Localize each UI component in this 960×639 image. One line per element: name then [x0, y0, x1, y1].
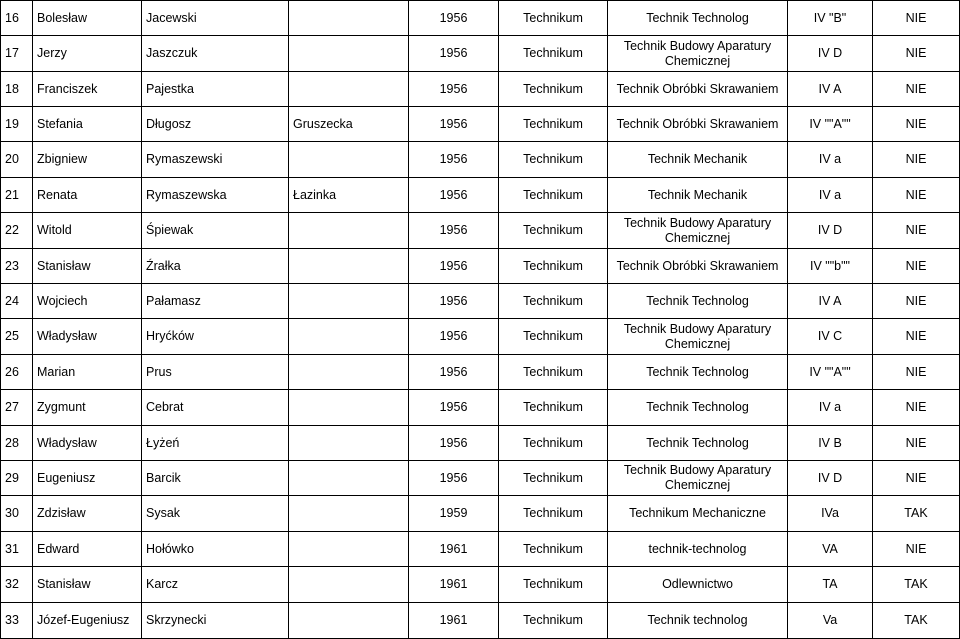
- second-surname-cell: [289, 249, 409, 284]
- school-type-cell: Technikum: [499, 496, 608, 532]
- second-surname-cell: [289, 567, 409, 603]
- graduation-year-cell: 1956: [409, 107, 499, 142]
- school-type-cell: Technikum: [499, 390, 608, 426]
- specialization-cell: Technik technolog: [608, 603, 788, 639]
- second-surname-cell: [289, 603, 409, 639]
- second-surname-cell: [289, 496, 409, 532]
- table-row: [1, 284, 960, 319]
- last-name-cell: Źrałka: [142, 249, 289, 284]
- row-number-cell: 28: [1, 426, 33, 461]
- first-name-cell: Bolesław: [33, 1, 142, 36]
- class-cell: IV "B": [788, 1, 873, 36]
- last-name-cell: Karcz: [142, 567, 289, 603]
- second-surname-cell: [289, 355, 409, 390]
- specialization-cell: Technik Budowy Aparatury Chemicznej: [608, 213, 788, 249]
- table-row: [1, 390, 960, 426]
- last-name-cell: Prus: [142, 355, 289, 390]
- table-row: [1, 496, 960, 532]
- status-cell: NIE: [873, 426, 960, 461]
- row-number-cell: 26: [1, 355, 33, 390]
- row-number-cell: 21: [1, 178, 33, 213]
- graduation-year-cell: 1961: [409, 567, 499, 603]
- first-name-cell: Zygmunt: [33, 390, 142, 426]
- first-name-cell: Stanisław: [33, 249, 142, 284]
- last-name-cell: Barcik: [142, 461, 289, 496]
- status-cell: NIE: [873, 461, 960, 496]
- specialization-cell: Technik Technolog: [608, 1, 788, 36]
- row-number-cell: 23: [1, 249, 33, 284]
- specialization-cell: Technik Technolog: [608, 284, 788, 319]
- table-row: [1, 107, 960, 142]
- row-number-cell: 24: [1, 284, 33, 319]
- last-name-cell: Łyżeń: [142, 426, 289, 461]
- school-type-cell: Technikum: [499, 426, 608, 461]
- row-number-cell: 22: [1, 213, 33, 249]
- status-cell: TAK: [873, 603, 960, 639]
- specialization-cell: Technik Budowy Aparatury Chemicznej: [608, 319, 788, 355]
- school-type-cell: Technikum: [499, 72, 608, 107]
- graduation-year-cell: 1956: [409, 355, 499, 390]
- school-type-cell: Technikum: [499, 107, 608, 142]
- table-row: [1, 178, 960, 213]
- last-name-cell: Rymaszewska: [142, 178, 289, 213]
- first-name-cell: Zbigniew: [33, 142, 142, 178]
- graduation-year-cell: 1961: [409, 603, 499, 639]
- last-name-cell: Sysak: [142, 496, 289, 532]
- last-name-cell: Rymaszewski: [142, 142, 289, 178]
- specialization-cell: Technik Mechanik: [608, 142, 788, 178]
- graduation-year-cell: 1956: [409, 390, 499, 426]
- class-cell: IV a: [788, 390, 873, 426]
- first-name-cell: Władysław: [33, 319, 142, 355]
- graduation-year-cell: 1956: [409, 36, 499, 72]
- school-type-cell: Technikum: [499, 603, 608, 639]
- school-type-cell: Technikum: [499, 319, 608, 355]
- class-cell: TA: [788, 567, 873, 603]
- last-name-cell: Hołówko: [142, 532, 289, 567]
- specialization-cell: Technik Technolog: [608, 426, 788, 461]
- table-row: [1, 36, 960, 72]
- row-number-cell: 16: [1, 1, 33, 36]
- specialization-cell: technik-technolog: [608, 532, 788, 567]
- status-cell: NIE: [873, 1, 960, 36]
- status-cell: NIE: [873, 107, 960, 142]
- school-type-cell: Technikum: [499, 36, 608, 72]
- first-name-cell: Władysław: [33, 426, 142, 461]
- school-type-cell: Technikum: [499, 142, 608, 178]
- last-name-cell: Cebrat: [142, 390, 289, 426]
- status-cell: NIE: [873, 142, 960, 178]
- last-name-cell: Hryćków: [142, 319, 289, 355]
- specialization-cell: Technik Obróbki Skrawaniem: [608, 107, 788, 142]
- graduation-year-cell: 1956: [409, 426, 499, 461]
- first-name-cell: Eugeniusz: [33, 461, 142, 496]
- second-surname-cell: Gruszecka: [289, 107, 409, 142]
- first-name-cell: Renata: [33, 178, 142, 213]
- first-name-cell: Witold: [33, 213, 142, 249]
- last-name-cell: Jaszczuk: [142, 36, 289, 72]
- second-surname-cell: [289, 72, 409, 107]
- status-cell: NIE: [873, 355, 960, 390]
- row-number-cell: 32: [1, 567, 33, 603]
- first-name-cell: Jerzy: [33, 36, 142, 72]
- status-cell: NIE: [873, 36, 960, 72]
- class-cell: VA: [788, 532, 873, 567]
- school-type-cell: Technikum: [499, 284, 608, 319]
- graduation-year-cell: 1956: [409, 178, 499, 213]
- row-number-cell: 25: [1, 319, 33, 355]
- table-row: [1, 426, 960, 461]
- last-name-cell: Pajestka: [142, 72, 289, 107]
- second-surname-cell: [289, 532, 409, 567]
- specialization-cell: Technik Obróbki Skrawaniem: [608, 249, 788, 284]
- first-name-cell: Marian: [33, 355, 142, 390]
- specialization-cell: Technikum Mechaniczne: [608, 496, 788, 532]
- graduation-year-cell: 1956: [409, 142, 499, 178]
- second-surname-cell: [289, 1, 409, 36]
- school-type-cell: Technikum: [499, 567, 608, 603]
- class-cell: IV A: [788, 72, 873, 107]
- graduation-year-cell: 1956: [409, 1, 499, 36]
- status-cell: NIE: [873, 249, 960, 284]
- status-cell: NIE: [873, 213, 960, 249]
- specialization-cell: Technik Obróbki Skrawaniem: [608, 72, 788, 107]
- row-number-cell: 20: [1, 142, 33, 178]
- class-cell: IV a: [788, 178, 873, 213]
- class-cell: IV B: [788, 426, 873, 461]
- last-name-cell: Długosz: [142, 107, 289, 142]
- graduation-year-cell: 1956: [409, 72, 499, 107]
- school-type-cell: Technikum: [499, 249, 608, 284]
- status-cell: NIE: [873, 532, 960, 567]
- specialization-cell: Technik Budowy Aparatury Chemicznej: [608, 461, 788, 496]
- second-surname-cell: [289, 142, 409, 178]
- first-name-cell: Franciszek: [33, 72, 142, 107]
- school-type-cell: Technikum: [499, 355, 608, 390]
- first-name-cell: Stefania: [33, 107, 142, 142]
- class-cell: Va: [788, 603, 873, 639]
- first-name-cell: Zdzisław: [33, 496, 142, 532]
- table-row: [1, 72, 960, 107]
- class-cell: IV A: [788, 284, 873, 319]
- row-number-cell: 29: [1, 461, 33, 496]
- second-surname-cell: [289, 36, 409, 72]
- class-cell: IV C: [788, 319, 873, 355]
- class-cell: IV a: [788, 142, 873, 178]
- graduation-year-cell: 1956: [409, 213, 499, 249]
- last-name-cell: Skrzynecki: [142, 603, 289, 639]
- class-cell: IV D: [788, 461, 873, 496]
- row-number-cell: 33: [1, 603, 33, 639]
- school-type-cell: Technikum: [499, 1, 608, 36]
- table-row: [1, 461, 960, 496]
- specialization-cell: Technik Budowy Aparatury Chemicznej: [608, 36, 788, 72]
- row-number-cell: 30: [1, 496, 33, 532]
- table-row: [1, 319, 960, 355]
- second-surname-cell: Łazinka: [289, 178, 409, 213]
- graduation-year-cell: 1956: [409, 319, 499, 355]
- table-row: [1, 567, 960, 603]
- class-cell: IV D: [788, 36, 873, 72]
- table-row: [1, 603, 960, 639]
- table-row: [1, 213, 960, 249]
- row-number-cell: 27: [1, 390, 33, 426]
- graduation-year-cell: 1956: [409, 249, 499, 284]
- specialization-cell: Odlewnictwo: [608, 567, 788, 603]
- last-name-cell: Pałamasz: [142, 284, 289, 319]
- graduation-year-cell: 1956: [409, 461, 499, 496]
- status-cell: TAK: [873, 496, 960, 532]
- table-row: [1, 142, 960, 178]
- graduation-year-cell: 1956: [409, 284, 499, 319]
- specialization-cell: Technik Mechanik: [608, 178, 788, 213]
- status-cell: NIE: [873, 72, 960, 107]
- last-name-cell: Śpiewak: [142, 213, 289, 249]
- second-surname-cell: [289, 390, 409, 426]
- second-surname-cell: [289, 213, 409, 249]
- class-cell: IV D: [788, 213, 873, 249]
- last-name-cell: Jacewski: [142, 1, 289, 36]
- table-row: [1, 249, 960, 284]
- row-number-cell: 18: [1, 72, 33, 107]
- class-cell: IV ""A"": [788, 355, 873, 390]
- row-number-cell: 19: [1, 107, 33, 142]
- graduation-year-cell: 1959: [409, 496, 499, 532]
- row-number-cell: 31: [1, 532, 33, 567]
- second-surname-cell: [289, 319, 409, 355]
- school-type-cell: Technikum: [499, 532, 608, 567]
- school-type-cell: Technikum: [499, 178, 608, 213]
- status-cell: NIE: [873, 319, 960, 355]
- table-row: [1, 532, 960, 567]
- status-cell: TAK: [873, 567, 960, 603]
- table-row: [1, 1, 960, 36]
- first-name-cell: Edward: [33, 532, 142, 567]
- first-name-cell: Józef-Eugeniusz: [33, 603, 142, 639]
- specialization-cell: Technik Technolog: [608, 355, 788, 390]
- row-number-cell: 17: [1, 36, 33, 72]
- second-surname-cell: [289, 284, 409, 319]
- class-cell: IVa: [788, 496, 873, 532]
- school-type-cell: Technikum: [499, 213, 608, 249]
- second-surname-cell: [289, 461, 409, 496]
- school-type-cell: Technikum: [499, 461, 608, 496]
- graduation-year-cell: 1961: [409, 532, 499, 567]
- status-cell: NIE: [873, 284, 960, 319]
- class-cell: IV ""A"": [788, 107, 873, 142]
- table-row: [1, 355, 960, 390]
- status-cell: NIE: [873, 178, 960, 213]
- first-name-cell: Wojciech: [33, 284, 142, 319]
- status-cell: NIE: [873, 390, 960, 426]
- second-surname-cell: [289, 426, 409, 461]
- class-cell: IV ""b"": [788, 249, 873, 284]
- first-name-cell: Stanisław: [33, 567, 142, 603]
- specialization-cell: Technik Technolog: [608, 390, 788, 426]
